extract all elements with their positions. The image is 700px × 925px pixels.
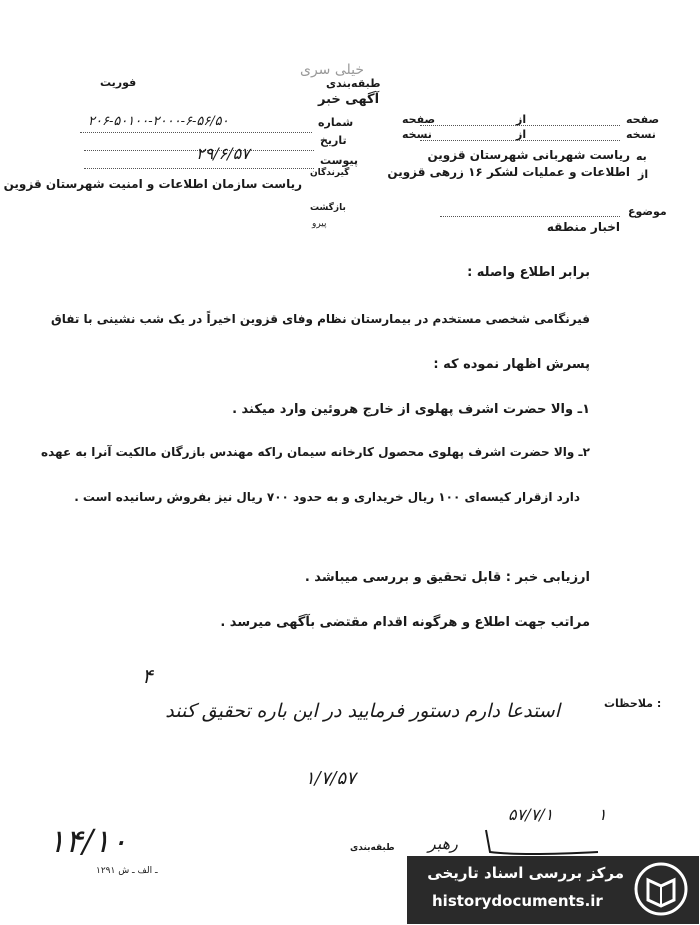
handwritten-mark: ۴ [142, 664, 153, 688]
to-value: ریاست شهربانی شهرستان قزوین [427, 148, 630, 162]
body-closing: مراتب جهت اطلاع و هرگونه اقدام مقتضی بآگهی میرسد . [220, 615, 590, 630]
pursuit-label: پیرو [312, 219, 327, 229]
return-label: بازگشت [310, 203, 346, 213]
copy-label: نسخه [626, 128, 656, 141]
handwritten-note-date: ۱/۷/۵۷ [305, 768, 356, 789]
copy-of-label: از [516, 128, 527, 141]
body-evaluation: ارزیابی خبر : قابل تحقیق و بررسی میباشد . [304, 570, 590, 585]
attachment-line [84, 168, 314, 169]
page-label: صفحه [626, 113, 660, 126]
attachment-label: پیوست [320, 154, 358, 167]
page2-label: صفحه [402, 113, 436, 126]
body-item-2-continued: دارد ازقرار کیسه‌ای ۱۰۰ ریال خریداری و به حدود ۷۰۰ ریال نیز بفروش رسانیده است . [74, 490, 580, 504]
copy-line [420, 140, 620, 141]
body-line-1: فیرنگامی شخصی مستخدم در بیمارستان نظام وفای قزوین اخیراً در یک شب نشینی با تفاق [50, 312, 590, 326]
from-value: اطلاعات و عملیات لشکر ۱۶ زرهی قزوین [387, 165, 630, 179]
copy2-label: نسخه [402, 128, 432, 141]
from-label: از [638, 168, 649, 181]
body-line-2: پسرش اظهار نموده که : [433, 357, 590, 372]
bottom-date: ۵۷/۷/۱ [508, 805, 554, 824]
body-item-2: ۲ـ والا حضرت اشرف پهلوی محصول کارخانه سیمان راکه مهندس بازرگان مالکیت آنرا به عهده [41, 445, 590, 459]
subject-line [440, 216, 620, 217]
urgency-label: فوریت [100, 76, 137, 89]
to-label: به [636, 150, 647, 163]
body-item-1: ۱ـ والا حضرت اشرف پهلوی از خارج هروئین وارد میکند . [232, 402, 590, 417]
watermark-org: مرکز بررسی اسناد تاریخی [427, 864, 624, 882]
date-value: ۲۹/۶/۵۷ [196, 144, 250, 163]
book-logo-icon [634, 862, 688, 916]
date-label: تاریخ [320, 134, 347, 147]
footer-classification: طبقه‌بندی [350, 843, 395, 853]
number-label: شماره [318, 116, 354, 129]
faint-stamp: خیلی سری [300, 62, 365, 78]
watermark-site: historydocuments.ir [432, 892, 603, 910]
recipients-label: گیرندگان [310, 168, 350, 178]
recipients-value: ریاست سازمان اطلاعات و امنیت شهرستان قزوین [3, 177, 302, 191]
bottom-number: ۱ [598, 805, 607, 824]
page-of-label: از [516, 113, 527, 126]
document-type: آگهی خبر [318, 92, 380, 107]
number-line [80, 132, 312, 133]
page-line [420, 125, 620, 126]
document-number: ۲۰۶-۵۰۱۰۰-۲۰۰۰-۶-۵۶/۵۰ [88, 114, 229, 129]
handwritten-note: استدعا دارم دستور فرمایید در این باره تحقیق کنند [165, 700, 560, 722]
body-intro: برابر اطلاع واصله : [467, 265, 590, 280]
classification-label: طبقه‌بندی [326, 77, 381, 90]
margin-handwritten: ۱۴/۱۰ [48, 822, 128, 860]
signature: رهبر [428, 834, 458, 853]
subject-label: موضوع [628, 205, 667, 218]
form-code: ۱۲۹۱ ـ الف ـ ش [96, 866, 158, 876]
subject-value: اخبار منطقه [546, 220, 620, 234]
notes-label: ملاحظات : [604, 697, 662, 710]
